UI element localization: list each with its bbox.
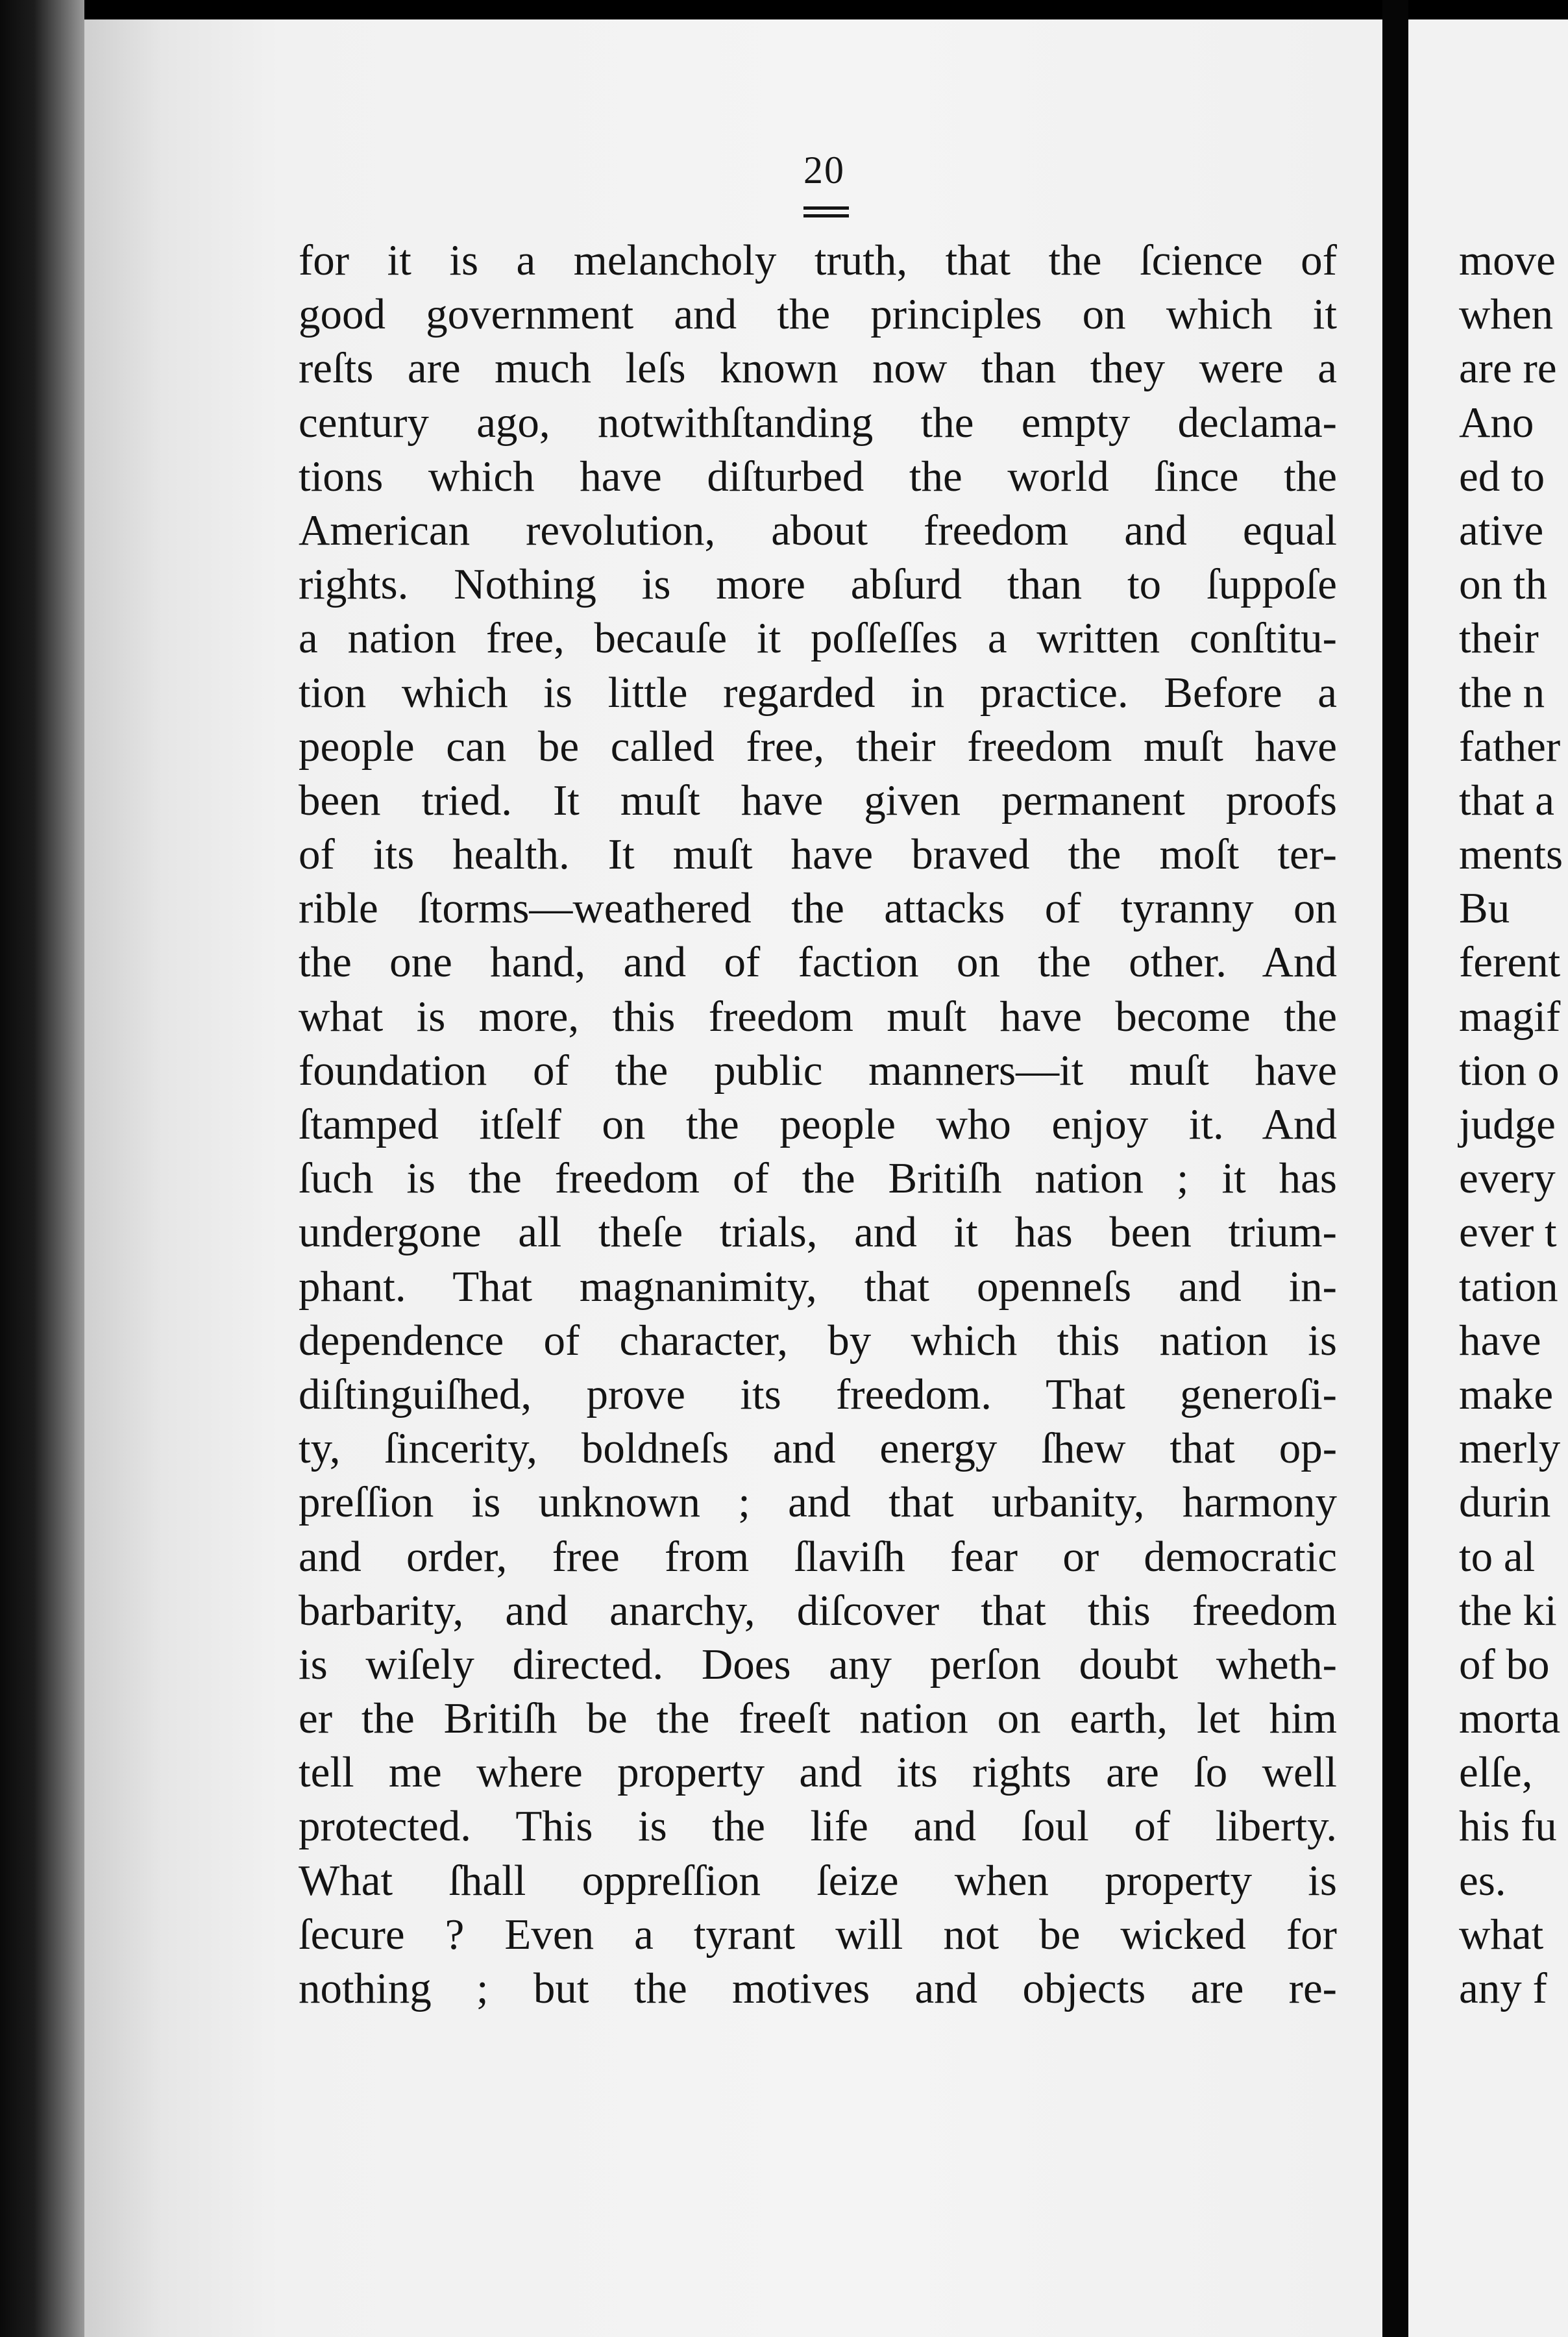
text-line: good government and the principles on which it — [299, 290, 1337, 339]
right-page-line-fragment: Ano — [1459, 398, 1534, 447]
right-page-line-fragment: Bu — [1459, 884, 1510, 933]
text-line: the one hand, and of faction on the other. And — [299, 938, 1337, 987]
right-page-line-fragment: durin — [1459, 1478, 1551, 1527]
right-page-line-fragment: es. — [1459, 1856, 1506, 1905]
text-line: preſſion is unknown ; and that urbanity, harmony — [299, 1478, 1337, 1527]
text-line: tion which is little regarded in practice. Before a — [299, 668, 1337, 717]
text-line: rible ſtorms—weathered the attacks of tyranny on — [299, 884, 1337, 933]
right-page-line-fragment: the ki — [1459, 1586, 1557, 1635]
right-page-line-fragment: what — [1459, 1910, 1544, 1959]
text-line: tell me where property and its rights are ſo well — [299, 1748, 1337, 1797]
text-line: nothing ; but the motives and objects are re- — [299, 1964, 1337, 2012]
right-page-line-fragment: when — [1459, 290, 1554, 339]
right-page-line-fragment: judge — [1459, 1100, 1556, 1148]
right-page-line-fragment: on th — [1459, 560, 1547, 609]
text-line: for it is a melancholy truth, that the ſcience of — [299, 236, 1337, 284]
text-line: foundation of the public manners—it muſt have — [299, 1046, 1337, 1094]
right-page-line-fragment: move — [1459, 236, 1556, 284]
left-page-body-text — [299, 234, 1337, 2016]
text-line: ſecure ? Even a tyrant will not be wicked for — [299, 1910, 1337, 1959]
right-page-line-fragment: tion o — [1459, 1046, 1560, 1094]
text-line: undergone all theſe trials, and it has been trium- — [299, 1208, 1337, 1257]
text-line: tions which have diſturbed the world ſince the — [299, 452, 1337, 501]
right-page-line-fragment: of bo — [1459, 1640, 1550, 1688]
text-line: American revolution, about freedom and equal — [299, 506, 1337, 554]
right-page-line-fragment: merly — [1459, 1424, 1561, 1473]
right-page-line-fragment: have — [1459, 1316, 1541, 1365]
right-page-line-fragment: tation — [1459, 1262, 1558, 1311]
text-line: ſuch is the freedom of the Britiſh nation ; it has — [299, 1154, 1337, 1203]
text-line: a nation free, becauſe it poſſeſſes a written conſtitu- — [299, 614, 1337, 663]
right-page-line-fragment: morta — [1459, 1694, 1561, 1743]
right-page-line-fragment: any f — [1459, 1964, 1547, 2012]
text-line: er the Britiſh be the freeſt nation on earth, let him — [299, 1694, 1337, 1743]
right-page-line-fragment: elſe, — [1459, 1748, 1533, 1797]
text-line: reſts are much leſs known now than they were a — [299, 344, 1337, 393]
right-page-line-fragment: magif — [1459, 992, 1561, 1041]
right-page-line-fragment: are re — [1459, 344, 1557, 393]
right-page-line-fragment: ever t — [1459, 1208, 1557, 1257]
page-number-rule-2 — [803, 214, 849, 217]
right-page-line-fragment: ferent — [1459, 938, 1561, 987]
right-page-line-fragment: father — [1459, 722, 1561, 771]
right-page-line-fragment: his fu — [1459, 1802, 1557, 1851]
text-line: and order, free from ſlaviſh fear or democratic — [299, 1532, 1337, 1581]
text-line: barbarity, and anarchy, diſcover that this freedom — [299, 1586, 1337, 1635]
right-page-line-fragment: ative — [1459, 506, 1544, 554]
text-line: dependence of character, by which this nation is — [299, 1316, 1337, 1365]
text-line: ſtamped itſelf on the people who enjoy it. And — [299, 1100, 1337, 1148]
text-line: people can be called free, their freedom muſt have — [299, 722, 1337, 771]
right-page-line-fragment: ments — [1459, 830, 1563, 879]
page-number-rule — [803, 206, 849, 210]
page-divider — [1382, 0, 1408, 2337]
text-line: What ſhall oppreſſion ſeize when property is — [299, 1856, 1337, 1905]
right-page-line-fragment: ed to — [1459, 452, 1545, 501]
text-line: phant. That magnanimity, that openneſs and in- — [299, 1262, 1337, 1311]
right-page-text-fragments — [1459, 234, 1568, 2016]
right-page-line-fragment: their — [1459, 614, 1539, 663]
right-page-line-fragment: that a — [1459, 776, 1554, 824]
text-line: what is more, this freedom muſt have become the — [299, 992, 1337, 1041]
text-line: protected. This is the life and ſoul of liberty. — [299, 1802, 1337, 1851]
page-number: 20 — [803, 149, 845, 192]
text-line: is wiſely directed. Does any perſon doubt wheth- — [299, 1640, 1337, 1688]
text-line: rights. Nothing is more abſurd than to ſuppoſe — [299, 560, 1337, 609]
text-line: diſtinguiſhed, prove its freedom. That generoſi- — [299, 1370, 1337, 1418]
right-page-line-fragment: every — [1459, 1154, 1556, 1203]
right-page-line-fragment: the n — [1459, 668, 1545, 717]
text-line: been tried. It muſt have given permanent proofs — [299, 776, 1337, 824]
book-gutter — [0, 0, 84, 2337]
right-page-line-fragment: make — [1459, 1370, 1554, 1418]
text-line: century ago, notwithſtanding the empty declama- — [299, 398, 1337, 447]
text-line: of its health. It muſt have braved the moſt ter- — [299, 830, 1337, 879]
text-line: ty, ſincerity, boldneſs and energy ſhew that op- — [299, 1424, 1337, 1473]
right-page-line-fragment: to al — [1459, 1532, 1536, 1581]
